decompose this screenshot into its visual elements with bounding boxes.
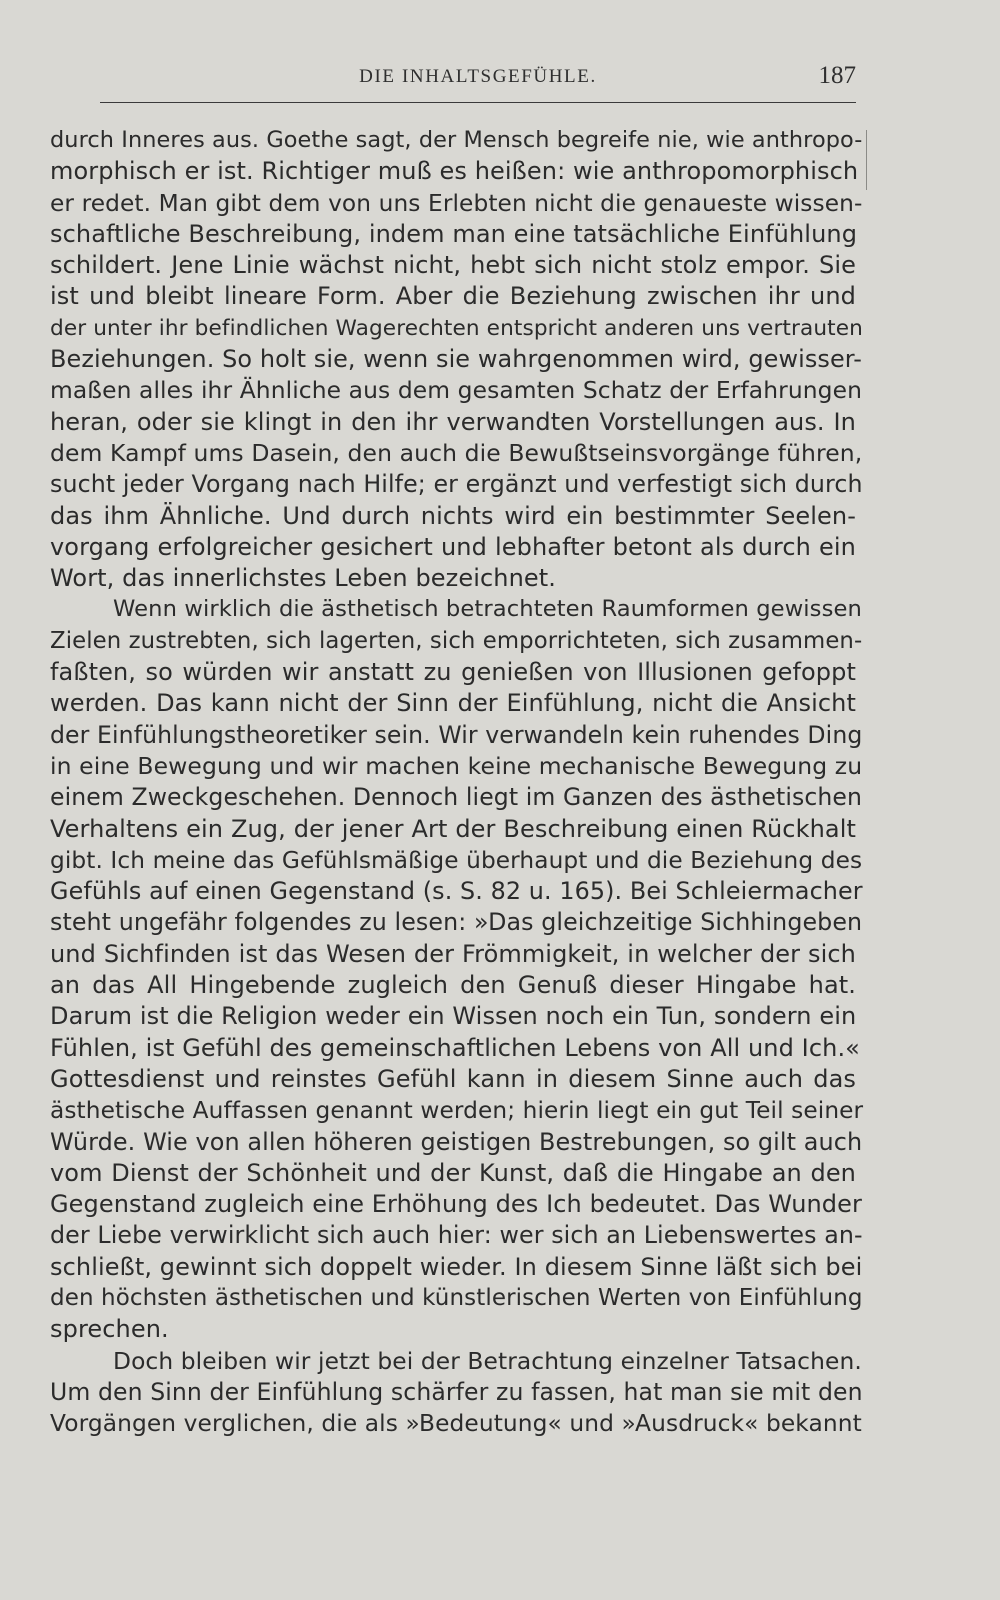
text-line: morphisch er ist. Richtiger muß es heißen: wie anthropomorphisch (50, 157, 859, 186)
text-line: vom Dienst der Schönheit und der Kunst, daß die Hingabe an den (50, 1158, 856, 1187)
text-line: maßen alles ihr Ähnliche aus dem gesamten Schatz der Erfahrungen (50, 376, 863, 405)
text-line: gibt. Ich meine das Gefühlsmäßige überhaupt und die Beziehung des (50, 846, 863, 874)
page-edge-mark (866, 130, 867, 190)
text-line: schildert. Jene Linie wächst nicht, hebt sich nicht stolz empor. Sie (50, 251, 856, 280)
page-header (100, 62, 856, 103)
text-line: Beziehungen. So holt sie, wenn sie wahrgenommen wird, gewisser- (50, 345, 862, 374)
text-line: sucht jeder Vorgang nach Hilfe; er ergänzt und verfestigt sich durch (50, 470, 863, 499)
text-line: der unter ihr befindlichen Wagerechten entspricht anderen uns vertrauten (50, 315, 863, 341)
text-line: schaftliche Beschreibung, indem man eine tatsächliche Einfühlung (50, 219, 858, 248)
text-line: heran, oder sie klingt in den ihr verwandten Vorstellungen aus. In (50, 407, 856, 436)
text-line: Fühlen, ist Gefühl des gemeinschaftlichen Lebens von All und Ich.« (50, 1033, 860, 1062)
text-line: ästhetische Auffassen genannt werden; hierin liegt ein gut Teil seiner (50, 1097, 864, 1125)
page-number: 187 (818, 62, 856, 89)
text-line: er redet. Man gibt dem von uns Erlebten nicht die genaueste wissen- (50, 189, 863, 217)
text-line: Wort, das innerlichstes Leben bezeichnet. (50, 564, 557, 593)
text-line: werden. Das kann nicht der Sinn der Einfühlung, nicht die Ansicht (50, 689, 856, 718)
text-line: Zielen zustrebten, sich lagerten, sich emporrichteten, sich zusammen- (50, 627, 863, 654)
text-line: Vorgängen verglichen, die als »Bedeutung« und »Ausdruck« bekannt (50, 1410, 862, 1438)
text-line: Verhaltens ein Zug, der jener Art der Beschreibung einen Rückhalt (50, 814, 856, 843)
running-title: DIE INHALTSGEFÜHLE. (359, 66, 597, 87)
text-line: durch Inneres aus. Goethe sagt, der Mensch begreife nie, wie anthropo- (50, 127, 863, 153)
text-line: Gottesdienst und reinstes Gefühl kann in diesem Sinne auch das (50, 1064, 856, 1093)
text-line: steht ungefähr folgendes zu lesen: »Das gleichzeitige Sichhingeben (50, 908, 863, 937)
text-line: Wenn wirklich die ästhetisch betrachteten Raumformen gewissen (113, 596, 862, 623)
text-line: und Sichfinden ist das Wesen der Frömmigkeit, in welcher der sich (50, 939, 856, 968)
text-line: Um den Sinn der Einfühlung schärfer zu fassen, hat man sie mit den (50, 1377, 863, 1406)
text-line: an das All Hingebende zugleich den Genuß dieser Hingabe hat. (50, 971, 856, 1000)
text-line: schließt, gewinnt sich doppelt wieder. In diesem Sinne läßt sich bei (50, 1252, 863, 1281)
text-line: Doch bleiben wir jetzt bei der Betrachtung einzelner Tatsachen. (113, 1346, 862, 1375)
text-line: Darum ist die Religion weder ein Wissen noch ein Tun, sondern ein (50, 1002, 857, 1031)
text-line: einem Zweckgeschehen. Dennoch liegt im Ganzen des ästhetischen (50, 783, 863, 812)
text-line: der Einfühlungstheoretiker sein. Wir verwandeln kein ruhendes Ding (50, 720, 863, 749)
text-line: faßten, so würden wir anstatt zu genießen von Illusionen gefoppt (50, 658, 856, 687)
body-text (50, 125, 864, 1439)
text-line: das ihm Ähnliche. Und durch nichts wird ein bestimmter Seelen- (50, 501, 856, 530)
text-line: in eine Bewegung und wir machen keine mechanische Bewegung zu (50, 751, 863, 780)
text-line: Gegenstand zugleich eine Erhöhung des Ich bedeutet. Das Wunder (50, 1190, 862, 1219)
text-line: der Liebe verwirklicht sich auch hier: wer sich an Liebenswertes an- (50, 1221, 863, 1250)
text-line: den höchsten ästhetischen und künstlerischen Werten von Einfühlung (50, 1284, 863, 1311)
text-line: Gefühls auf einen Gegenstand (s. S. 82 u. 165). Bei Schleiermacher (50, 877, 863, 906)
text-line: sprechen. (50, 1315, 169, 1344)
text-line: dem Kampf ums Dasein, den auch die Bewußtseinsvorgänge führen, (50, 438, 863, 467)
text-line: Würde. Wie von allen höheren geistigen Bestrebungen, so gilt auch (50, 1127, 863, 1156)
text-line: vorgang erfolgreicher gesichert und lebhafter betont als durch ein (50, 532, 856, 561)
text-line: ist und bleibt lineare Form. Aber die Beziehung zwischen ihr und (50, 282, 856, 311)
